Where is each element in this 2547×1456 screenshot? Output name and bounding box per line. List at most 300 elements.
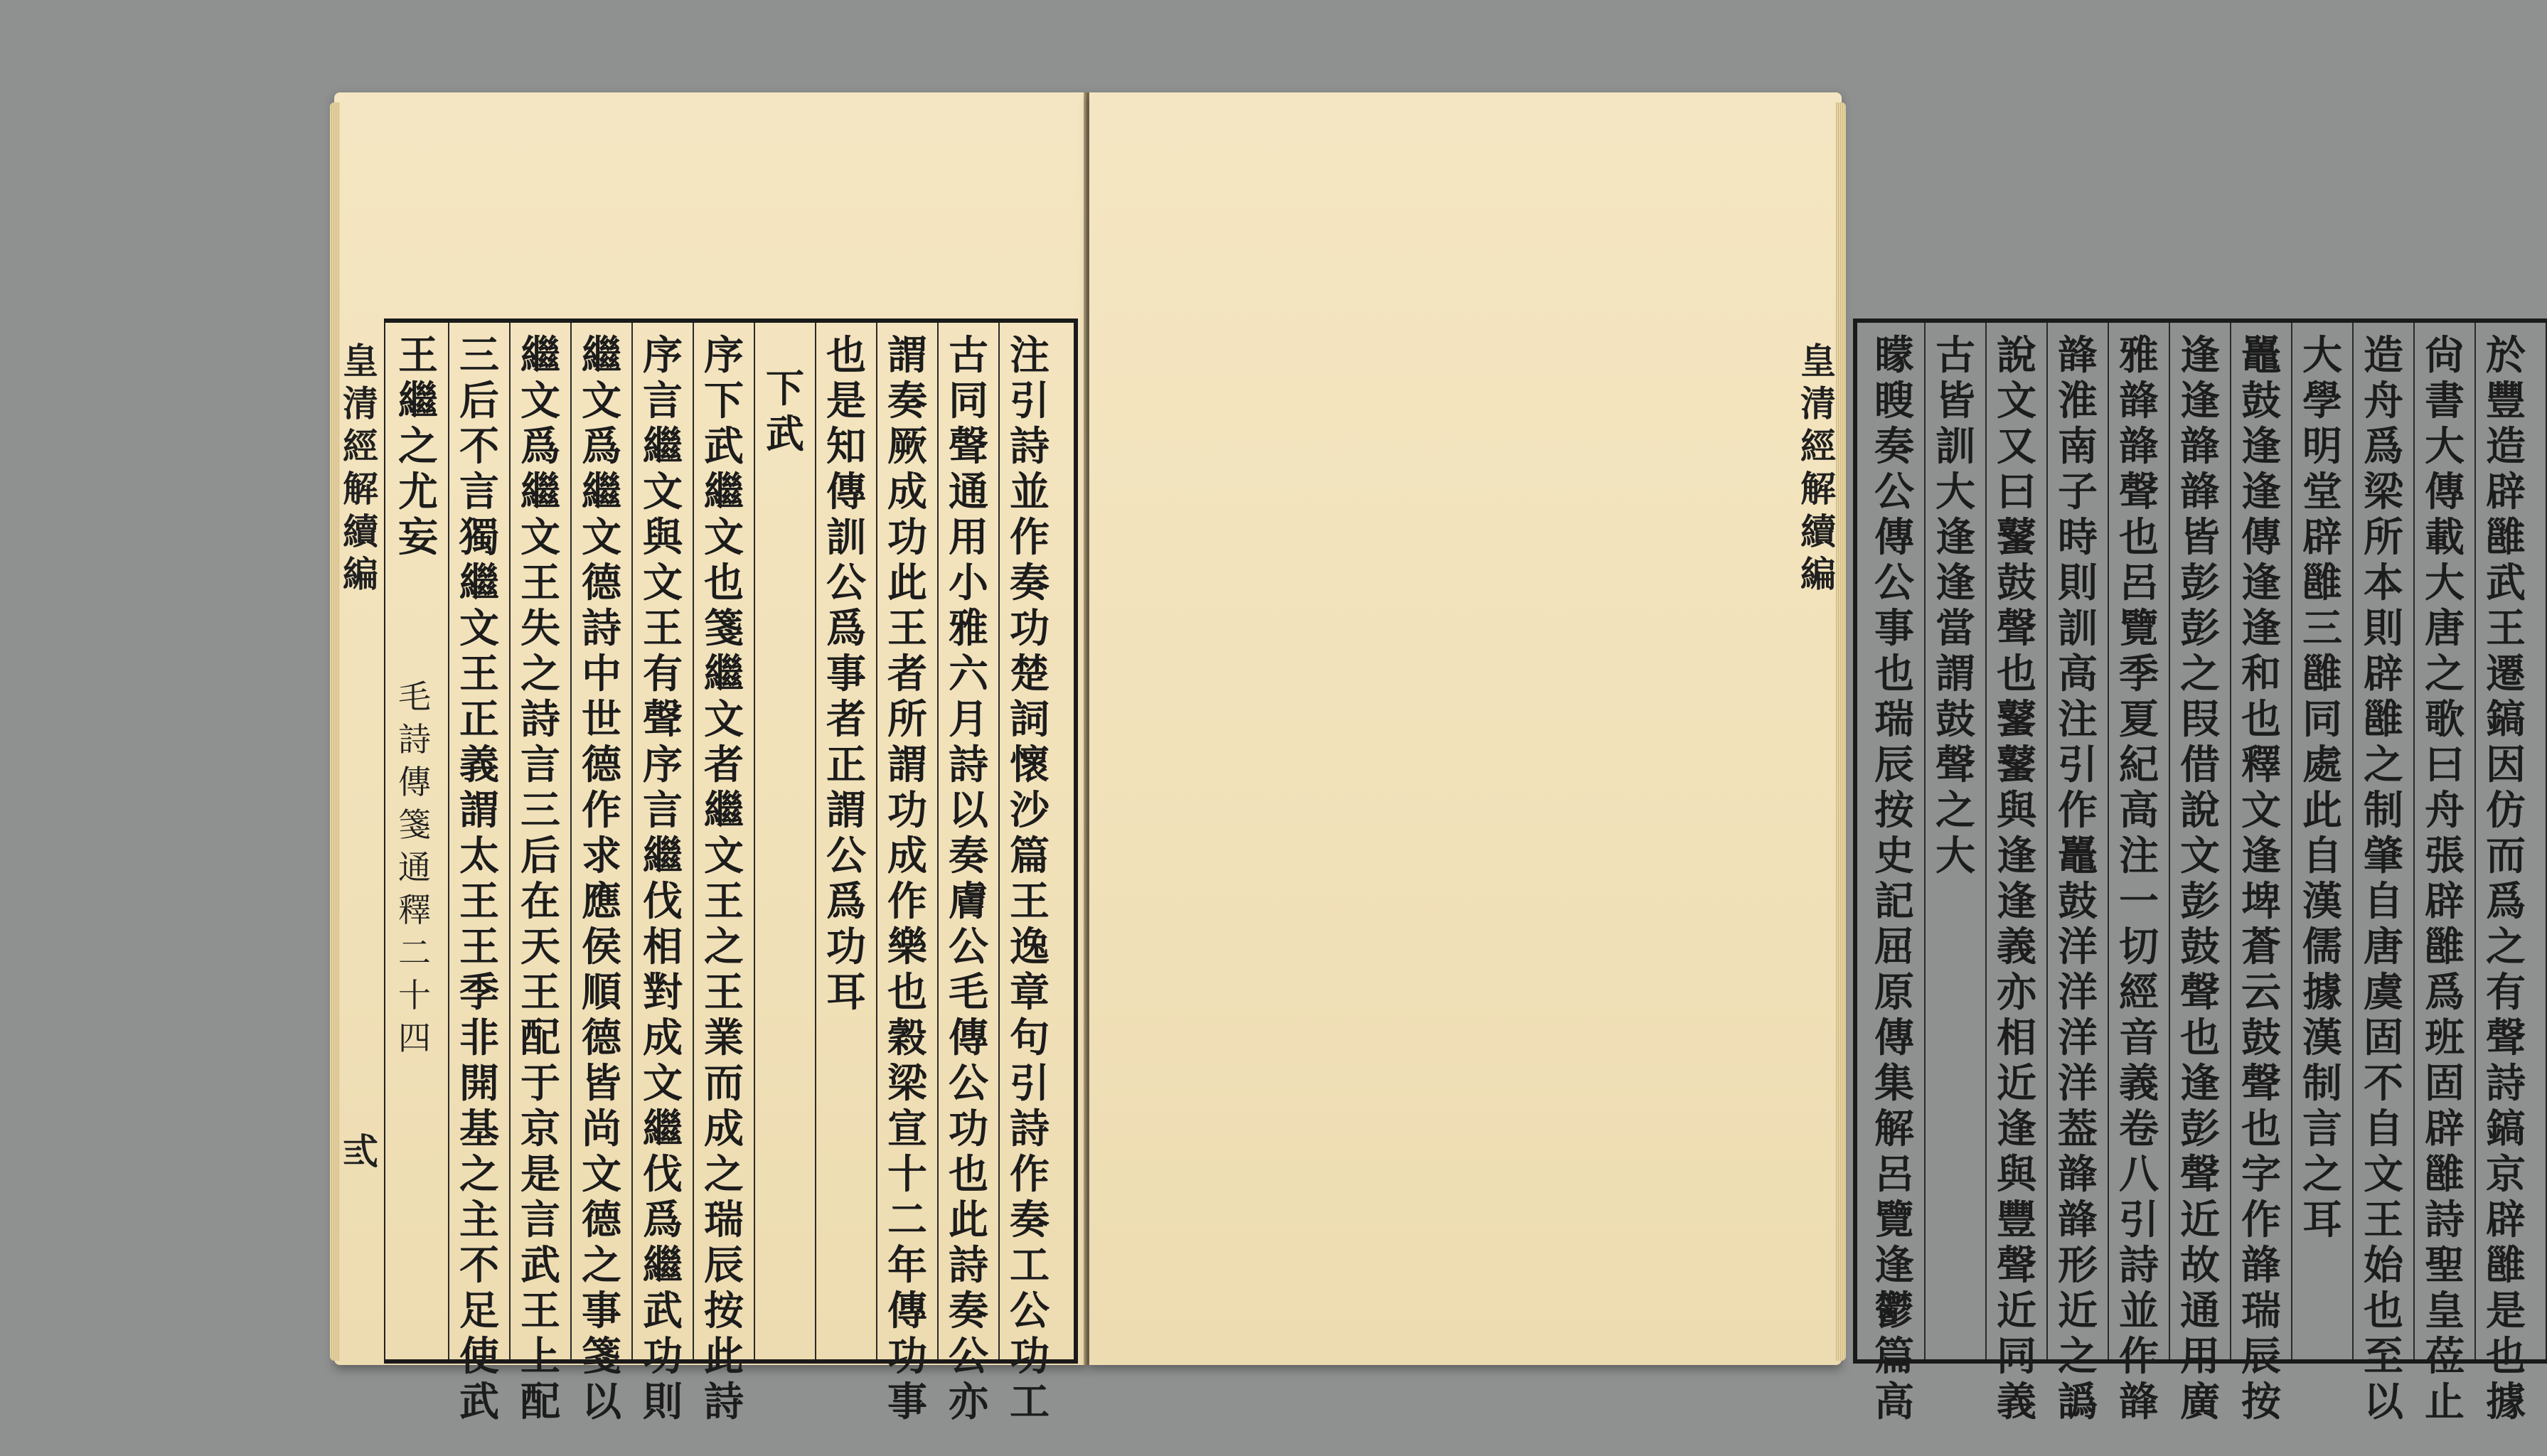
glyph: 逢 — [1935, 560, 1975, 606]
glyph: 鼓 — [2058, 878, 2098, 925]
column-rule — [998, 323, 1000, 1359]
glyph: 工 — [1010, 1379, 1050, 1425]
glyph: 是 — [826, 378, 866, 424]
glyph: 鬱 — [1874, 1288, 1914, 1334]
glyph: 而 — [704, 1060, 744, 1107]
glyph: 唐 — [2425, 605, 2465, 652]
glyph: 在 — [520, 878, 560, 925]
glyph: 訓 — [2058, 605, 2098, 652]
glyph: 文 — [1997, 378, 2036, 424]
text-column — [518, 333, 563, 1425]
glyph: 廣 — [2180, 1379, 2220, 1425]
glyph: 韸 — [2241, 1242, 2281, 1289]
glyph: 唐 — [2364, 924, 2403, 970]
glyph: 王 — [520, 560, 560, 606]
glyph: 義 — [2119, 1060, 2159, 1107]
glyph: 逢 — [1997, 878, 2036, 925]
glyph: 奏 — [1010, 1197, 1050, 1243]
glyph: 箋 — [704, 605, 744, 652]
glyph: 卷 — [2119, 1106, 2159, 1152]
glyph: 功 — [643, 1333, 683, 1380]
glyph: 二 — [887, 1197, 927, 1243]
glyph: 雝 — [2425, 924, 2465, 970]
glyph: 事 — [582, 1288, 621, 1334]
glyph: 梁 — [887, 1060, 927, 1107]
glyph: 學 — [2302, 378, 2342, 424]
glyph: 成 — [887, 833, 927, 879]
glyph: 切 — [2119, 924, 2159, 970]
glyph: 雝 — [2486, 1242, 2526, 1289]
glyph: 使 — [459, 1333, 499, 1380]
glyph: 詞 — [1010, 696, 1050, 743]
glyph: 妄 — [398, 514, 438, 561]
glyph: 詩 — [2119, 1242, 2159, 1289]
glyph: 彭 — [2180, 605, 2220, 652]
glyph: 辟 — [2302, 514, 2342, 561]
glyph: 逢 — [2241, 560, 2281, 606]
glyph: 王 — [643, 605, 683, 652]
glyph: 伐 — [643, 1151, 683, 1198]
glyph: 繼 — [520, 332, 560, 379]
glyph: 自 — [2364, 1106, 2403, 1152]
glyph: 皆 — [1935, 378, 1975, 424]
glyph: 作 — [1010, 514, 1050, 561]
glyph: 皇 — [343, 340, 378, 382]
glyph: 所 — [887, 696, 927, 743]
glyph: 據 — [2302, 969, 2342, 1016]
glyph: 原 — [1874, 969, 1914, 1016]
glyph: 造 — [2486, 423, 2526, 470]
glyph: 史 — [1874, 833, 1914, 879]
glyph: 韸 — [2119, 1379, 2159, 1425]
column-rule — [448, 323, 449, 1359]
glyph: 成 — [704, 1106, 744, 1152]
glyph: 同 — [949, 378, 988, 424]
glyph: 之 — [2180, 651, 2220, 697]
glyph: 仿 — [2486, 787, 2526, 834]
glyph: 聲 — [2119, 469, 2159, 515]
glyph: 處 — [2302, 742, 2342, 788]
glyph: 十 — [887, 1151, 927, 1198]
glyph: 功 — [949, 1106, 988, 1152]
glyph: 公 — [826, 560, 866, 606]
glyph: 而 — [2486, 833, 2526, 879]
glyph: 所 — [2364, 514, 2403, 561]
glyph: 后 — [459, 378, 499, 424]
glyph: 瞍 — [1874, 378, 1914, 424]
glyph: 自 — [2364, 878, 2403, 925]
glyph: 蒼 — [2241, 924, 2281, 970]
glyph: 季 — [2119, 651, 2159, 697]
glyph: 本 — [2364, 560, 2403, 606]
glyph: 舟 — [2364, 378, 2403, 424]
column-rule — [2108, 323, 2109, 1359]
glyph: 記 — [1874, 878, 1914, 925]
glyph: 傳 — [2425, 469, 2465, 515]
glyph: 按 — [2241, 1379, 2281, 1425]
glyph: 同 — [2302, 696, 2342, 743]
text-column — [1994, 333, 2039, 1425]
glyph: 集 — [1874, 1060, 1914, 1107]
glyph: 引 — [1010, 1060, 1050, 1107]
glyph: 逢 — [2180, 1060, 2220, 1107]
glyph: 文 — [643, 560, 683, 606]
glyph: 辰 — [2241, 1333, 2281, 1380]
glyph: 義 — [1997, 1379, 2036, 1425]
glyph: 編 — [343, 553, 378, 595]
glyph: 逸 — [1010, 924, 1050, 970]
glyph: 之 — [2302, 1151, 2342, 1198]
glyph: 爲 — [826, 878, 866, 925]
column-rule — [2474, 323, 2476, 1359]
glyph: 小 — [949, 560, 988, 606]
glyph: 制 — [2364, 787, 2403, 834]
glyph: 下 — [766, 365, 804, 411]
glyph: 公 — [1874, 560, 1914, 606]
glyph: 以 — [949, 787, 988, 834]
glyph: 作 — [887, 878, 927, 925]
glyph: 聲 — [1935, 742, 1975, 788]
glyph: 聲 — [2486, 1015, 2526, 1061]
glyph: 近 — [1997, 1288, 2036, 1334]
glyph: 詩 — [2486, 1060, 2526, 1107]
glyph: 是 — [520, 1151, 560, 1198]
column-rule — [937, 323, 939, 1359]
glyph: 求 — [582, 833, 621, 879]
glyph: 謂 — [887, 742, 927, 788]
glyph: 用 — [2180, 1333, 2220, 1380]
glyph: 彭 — [2180, 1106, 2220, 1152]
glyph: 奏 — [887, 378, 927, 424]
glyph: 傳 — [826, 469, 866, 515]
glyph: 也 — [2486, 1333, 2526, 1380]
section-heading — [762, 365, 808, 456]
glyph: 繼 — [643, 833, 683, 879]
glyph: 鎬 — [2486, 1106, 2526, 1152]
glyph: 注 — [2119, 833, 2159, 879]
glyph: 文 — [520, 378, 560, 424]
column-rule — [754, 323, 755, 1359]
glyph: 京 — [2486, 1151, 2526, 1198]
glyph: 武 — [643, 1288, 683, 1334]
glyph: 與 — [1997, 787, 2036, 834]
left-margin-page-number — [336, 1130, 385, 1173]
glyph: 續 — [343, 510, 378, 552]
glyph: 近 — [2058, 1288, 2098, 1334]
glyph: 篇 — [1874, 1333, 1914, 1380]
glyph: 曰 — [2425, 742, 2465, 788]
glyph: 鼓 — [2180, 924, 2220, 970]
glyph: 傳 — [949, 1015, 988, 1061]
text-column — [885, 333, 930, 1425]
glyph: 逢 — [2180, 378, 2220, 424]
glyph: 厥 — [887, 423, 927, 470]
glyph: 曰 — [1997, 469, 2036, 515]
glyph: 爲 — [2425, 969, 2465, 1016]
glyph: 洋 — [2058, 924, 2098, 970]
glyph: 宣 — [887, 1106, 927, 1152]
glyph: 武 — [520, 1242, 560, 1289]
glyph: 武 — [2486, 560, 2526, 606]
glyph: 鼉 — [2241, 332, 2281, 379]
glyph: 傳 — [1874, 1015, 1914, 1061]
text-column — [1871, 333, 1917, 1425]
glyph: 公 — [826, 833, 866, 879]
glyph: 也 — [887, 969, 927, 1016]
glyph: 明 — [2302, 423, 2342, 470]
glyph: 王 — [520, 969, 560, 1016]
glyph: 懷 — [1010, 742, 1050, 788]
glyph: 三 — [520, 787, 560, 834]
text-column — [579, 333, 624, 1425]
glyph: 公 — [1874, 469, 1914, 515]
glyph: 文 — [520, 514, 560, 561]
glyph: 雅 — [2119, 332, 2159, 379]
glyph: 王 — [1010, 878, 1050, 925]
glyph: 作 — [2119, 1333, 2159, 1380]
glyph: 王 — [459, 924, 499, 970]
glyph: 奏 — [1010, 560, 1050, 606]
glyph: 文 — [582, 514, 621, 561]
glyph: 雝 — [2302, 651, 2342, 697]
glyph: 止 — [2425, 1379, 2465, 1425]
glyph: 毛 — [949, 969, 988, 1016]
glyph: 聖 — [2425, 1242, 2465, 1289]
glyph: 下 — [704, 378, 744, 424]
glyph: 當 — [1935, 605, 1975, 652]
glyph: 德 — [582, 560, 621, 606]
glyph: 洋 — [2058, 1015, 2098, 1061]
glyph: 詩 — [704, 1379, 744, 1425]
text-column — [2483, 333, 2529, 1425]
glyph: 此 — [2302, 787, 2342, 834]
glyph: 訓 — [1935, 423, 1975, 470]
glyph: 聲 — [1997, 605, 2036, 652]
glyph: 矇 — [1874, 332, 1914, 379]
glyph: 之 — [398, 423, 438, 470]
glyph: 季 — [459, 969, 499, 1016]
glyph: 與 — [643, 514, 683, 561]
glyph: 經 — [343, 425, 378, 467]
column-rule — [2169, 323, 2170, 1359]
glyph: 逢 — [1935, 514, 1975, 561]
glyph: 也 — [2241, 1106, 2281, 1152]
text-column — [395, 333, 441, 560]
glyph: 詩 — [2425, 1197, 2465, 1243]
glyph: 韸 — [2058, 1197, 2098, 1243]
glyph: 逢 — [1997, 1106, 2036, 1152]
text-column — [2177, 333, 2223, 1425]
glyph: 韸 — [2058, 332, 2098, 379]
text-column — [2116, 333, 2162, 1425]
glyph: 王 — [520, 1288, 560, 1334]
text-column — [2300, 333, 2345, 1243]
glyph: 詩 — [398, 720, 431, 759]
glyph: 章 — [1010, 969, 1050, 1016]
glyph: 不 — [459, 423, 499, 470]
glyph: 成 — [643, 1015, 683, 1061]
glyph: 文 — [582, 378, 621, 424]
glyph: 義 — [459, 742, 499, 788]
glyph: 也 — [826, 332, 866, 379]
glyph: 樂 — [887, 924, 927, 970]
glyph: 言 — [643, 378, 683, 424]
glyph: 作 — [1010, 1151, 1050, 1198]
column-rule — [570, 323, 572, 1359]
glyph: 逢 — [1997, 833, 2036, 879]
glyph: 武 — [704, 423, 744, 470]
glyph: 雅 — [949, 605, 988, 652]
glyph: 者 — [826, 696, 866, 743]
column-rule — [1924, 323, 1926, 1359]
glyph: 義 — [1997, 924, 2036, 970]
glyph: 借 — [2180, 742, 2220, 788]
glyph: 聲 — [2180, 969, 2220, 1016]
glyph: 皆 — [582, 1060, 621, 1107]
glyph: 漢 — [2302, 1015, 2342, 1061]
glyph: 引 — [1010, 378, 1050, 424]
glyph: 序 — [643, 742, 683, 788]
glyph: 鼜 — [1997, 696, 2036, 743]
glyph: 亦 — [1997, 969, 2036, 1016]
glyph: 句 — [1010, 1015, 1050, 1061]
glyph: 王 — [459, 878, 499, 925]
glyph: 德 — [582, 742, 621, 788]
glyph: 尙 — [2425, 332, 2465, 379]
glyph: 辟 — [2486, 469, 2526, 515]
glyph: 配 — [520, 1015, 560, 1061]
glyph: 詩 — [949, 742, 988, 788]
glyph: 繼 — [643, 1242, 683, 1289]
glyph: 聲 — [2180, 1151, 2220, 1198]
text-column — [823, 333, 869, 1015]
glyph: 足 — [459, 1288, 499, 1334]
text-column — [2361, 333, 2406, 1425]
glyph: 瑞 — [704, 1197, 744, 1243]
glyph: 也 — [1997, 651, 2036, 697]
glyph: 也 — [949, 1151, 988, 1198]
glyph: 繼 — [704, 787, 744, 834]
glyph: 淮 — [2058, 378, 2098, 424]
glyph: 王 — [887, 605, 927, 652]
glyph: 之 — [582, 1242, 621, 1289]
glyph: 也 — [2180, 1015, 2220, 1061]
glyph: 雝 — [2302, 560, 2342, 606]
glyph: 月 — [949, 696, 988, 743]
glyph: 舟 — [2425, 787, 2465, 834]
text-column — [701, 333, 747, 1425]
glyph: 皇 — [2425, 1288, 2465, 1334]
column-rule — [631, 323, 633, 1359]
glyph: 古 — [949, 332, 988, 379]
glyph: 此 — [949, 1197, 988, 1243]
glyph: 聲 — [2241, 1060, 2281, 1107]
glyph: 一 — [2119, 878, 2159, 925]
glyph: 大 — [1935, 469, 1975, 515]
left-page — [334, 92, 1086, 1425]
glyph: 時 — [2058, 514, 2098, 561]
glyph: 逢 — [2241, 469, 2281, 515]
glyph: 失 — [520, 605, 560, 652]
glyph: 高 — [2058, 651, 2098, 697]
glyph: 詩 — [520, 696, 560, 743]
glyph: 制 — [2302, 1060, 2342, 1107]
glyph: 瑞 — [2241, 1288, 2281, 1334]
glyph: 三 — [2302, 605, 2342, 652]
glyph: 之 — [704, 924, 744, 970]
glyph: 也 — [2241, 696, 2281, 743]
glyph: 繼 — [520, 469, 560, 515]
glyph: 固 — [2364, 1015, 2403, 1061]
glyph: 高 — [2119, 787, 2159, 834]
glyph: 堂 — [2302, 469, 2342, 515]
glyph: 作 — [2241, 1197, 2281, 1243]
text-column — [2238, 333, 2284, 1425]
glyph: 洋 — [2058, 969, 2098, 1016]
glyph: 聲 — [1997, 1242, 2036, 1289]
glyph: 事 — [887, 1379, 927, 1425]
glyph: 與 — [1997, 1151, 2036, 1198]
glyph: 功 — [1010, 1333, 1050, 1380]
glyph: 編 — [1800, 553, 1836, 595]
glyph: 也 — [1874, 651, 1914, 697]
glyph: 葢 — [2058, 1106, 2098, 1152]
glyph: 聲 — [949, 423, 988, 470]
column-rule — [2413, 323, 2415, 1359]
glyph: 辟 — [2364, 651, 2403, 697]
glyph: 續 — [1800, 510, 1836, 552]
glyph: 文 — [582, 1151, 621, 1198]
glyph: 知 — [826, 423, 866, 470]
glyph: 文 — [2241, 787, 2281, 834]
glyph: 譌 — [2058, 1379, 2098, 1425]
glyph: 爲 — [826, 605, 866, 652]
glyph: 皆 — [2180, 514, 2220, 561]
glyph: 文 — [2180, 833, 2220, 879]
glyph: 天 — [520, 924, 560, 970]
glyph: 對 — [643, 969, 683, 1016]
glyph: 文 — [2364, 1151, 2403, 1198]
glyph: 于 — [520, 1060, 560, 1107]
glyph: 音 — [2119, 1015, 2159, 1061]
glyph: 王 — [2486, 605, 2526, 652]
glyph: 謂 — [887, 332, 927, 379]
glyph: 尚 — [582, 1106, 621, 1152]
glyph: 順 — [582, 969, 621, 1016]
glyph: 四 — [398, 1019, 431, 1057]
glyph: 爲 — [520, 423, 560, 470]
glyph: 事 — [826, 651, 866, 697]
glyph: 以 — [2364, 1379, 2403, 1425]
glyph: 解 — [1800, 468, 1836, 510]
column-rule — [876, 323, 877, 1359]
glyph: 則 — [643, 1379, 683, 1425]
glyph: 子 — [2058, 469, 2098, 515]
glyph: 始 — [2364, 1242, 2403, 1289]
glyph: 肇 — [2364, 833, 2403, 879]
glyph: 說 — [2180, 787, 2220, 834]
glyph: 漢 — [2302, 878, 2342, 925]
glyph: 主 — [459, 1197, 499, 1243]
glyph: 經 — [1800, 425, 1836, 467]
glyph: 逢 — [1874, 1242, 1914, 1289]
glyph: 沙 — [1010, 787, 1050, 834]
text-column — [1007, 333, 1052, 1425]
glyph: 夏 — [2119, 696, 2159, 743]
glyph: 謂 — [1935, 651, 1975, 697]
glyph: 載 — [2425, 514, 2465, 561]
glyph: 自 — [2302, 833, 2342, 879]
